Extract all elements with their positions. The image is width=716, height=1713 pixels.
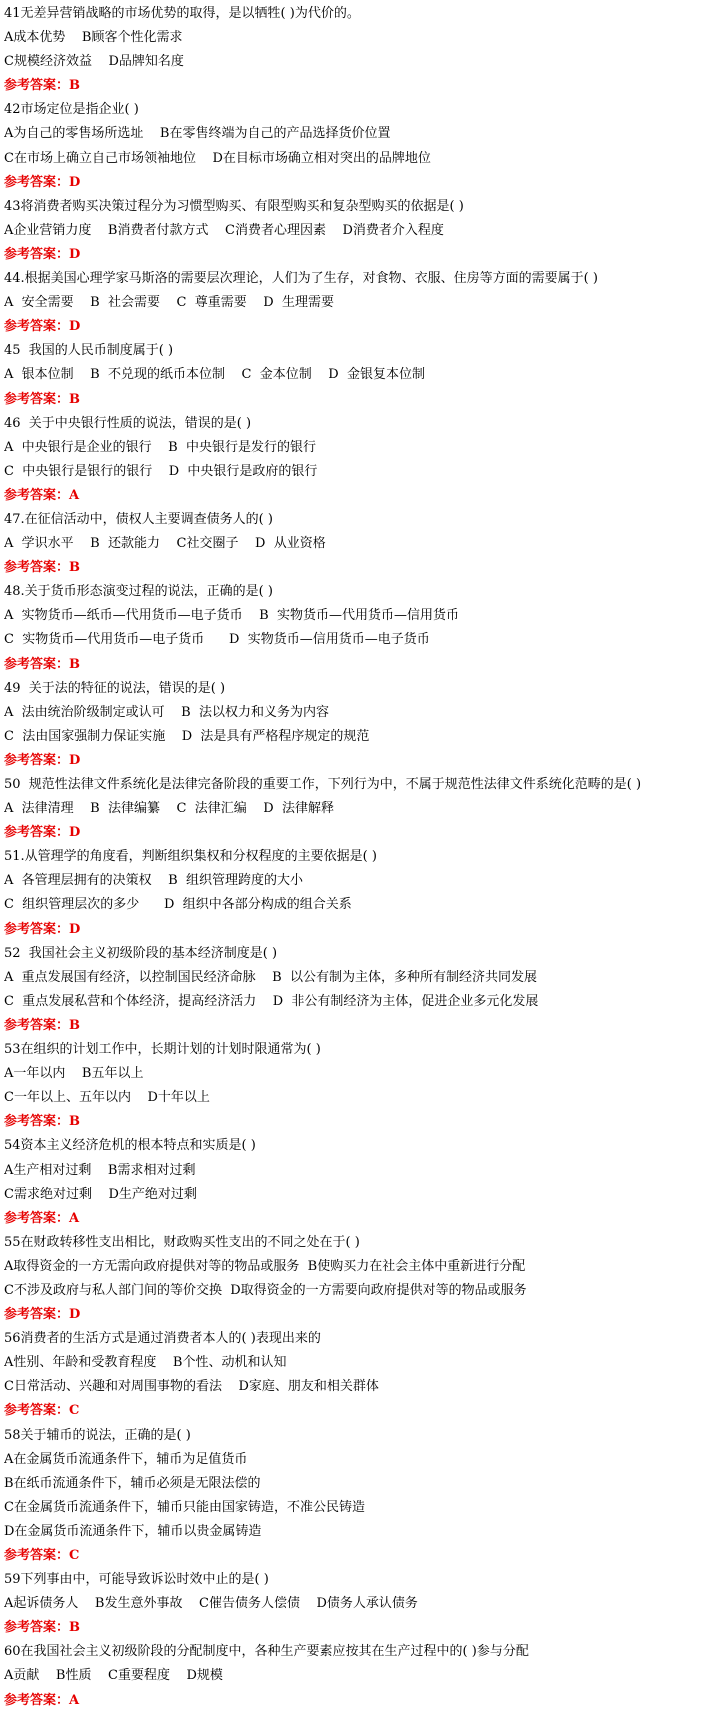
answer-line: 参考答案：B [4, 78, 80, 94]
answer-line: 参考答案：B [4, 1017, 80, 1033]
answer-line: 参考答案：A [4, 487, 80, 503]
question-line: A 重点发展国有经济，以控制国民经济命脉 B 以公有制为主体，多种所有制经济共同发展 [4, 969, 538, 985]
question-line: C需求绝对过剩 D生产绝对过剩 [4, 1186, 197, 1202]
question-line: C 实物货币—代用货币—电子货币 D 实物货币—信用货币—电子货币 [4, 632, 430, 648]
question-line: C一年以上、五年以内 D十年以上 [4, 1090, 210, 1106]
answer-line: 参考答案：D [4, 1307, 81, 1323]
question-line: A 安全需要 B 社会需要 C 尊重需要 D 生理需要 [4, 295, 334, 311]
answer-line: 参考答案：D [4, 174, 81, 190]
question-line: 47.在征信活动中，债权人主要调查债务人的( ) [4, 511, 273, 527]
question-line: D在金属货币流通条件下，辅币以贵金属铸造 [4, 1523, 262, 1539]
question-line: 60在我国社会主义初级阶段的分配制度中，各种生产要素应按其在生产过程中的( )参与分配 [4, 1644, 529, 1660]
question-line: 55在财政转移性支出相比，财政购买性支出的不同之处在于( ) [4, 1234, 360, 1250]
question-line: A成本优势 B顾客个性化需求 [4, 30, 183, 46]
question-line: 54资本主义经济危机的根本特点和实质是( ) [4, 1138, 256, 1154]
question-line: C日常活动、兴趣和对周围事物的看法 D家庭、朋友和相关群体 [4, 1379, 379, 1395]
question-line: 52 我国社会主义初级阶段的基本经济制度是( ) [4, 945, 278, 961]
answer-line: 参考答案：D [4, 752, 81, 768]
answer-line: 参考答案：B [4, 391, 80, 407]
question-line: A一年以内 B五年以上 [4, 1066, 144, 1082]
question-line: A性别、年龄和受教育程度 B个性、动机和认知 [4, 1355, 287, 1371]
question-line: 56消费者的生活方式是通过消费者本人的( )表现出来的 [4, 1331, 321, 1347]
question-line: 59下列事由中，可能导致诉讼时效中止的是( ) [4, 1572, 269, 1588]
answer-line: 参考答案：A [4, 1210, 80, 1226]
question-line: C 重点发展私营和个体经济，提高经济活力 D 非公有制经济为主体，促进企业多元化发展 [4, 993, 539, 1009]
question-line: A企业营销力度 B消费者付款方式 C消费者心理因素 D消费者介入程度 [4, 222, 444, 238]
question-line: A 学识水平 B 还款能力 C社交圈子 D 从业资格 [4, 536, 326, 552]
answer-line: 参考答案：D [4, 921, 81, 937]
question-line: A在金属货币流通条件下，辅币为足值货币 [4, 1451, 248, 1467]
answer-line: 参考答案：C [4, 1548, 80, 1563]
answer-line: 参考答案：A [4, 1692, 80, 1708]
question-line: B在纸币流通条件下，辅币必须是无限法偿的 [4, 1475, 261, 1491]
question-line: 53在组织的计划工作中，长期计划的计划时限通常为( ) [4, 1042, 321, 1058]
question-line: A为自己的零售场所选址 B在零售终端为自己的产品选择货价位置 [4, 126, 391, 142]
question-line: 44.根据美国心理学家马斯洛的需要层次理论，人们为了生存，对食物、衣服、住房等方面的需要属于( ) [4, 271, 598, 287]
question-line: 43将消费者购买决策过程分为习惯型购买、有限型购买和复杂型购买的依据是( ) [4, 198, 464, 214]
question-line: A 各管理层拥有的决策权 B 组织管理跨度的大小 [4, 873, 304, 889]
question-line: 41无差异营销战略的市场优势的取得，是以牺牲( )为代价的。 [4, 6, 360, 21]
question-line: C在市场上确立自己市场领袖地位 D在目标市场确立相对突出的品牌地位 [4, 150, 431, 166]
question-line: A起诉债务人 B发生意外事故 C催告债务人偿债 D债务人承认债务 [4, 1596, 418, 1612]
question-line: A生产相对过剩 B需求相对过剩 [4, 1162, 196, 1178]
question-line: C 组织管理层次的多少 D 组织中各部分构成的组合关系 [4, 897, 352, 913]
question-line: A 实物货币—纸币—代用货币—电子货币 B 实物货币—代用货币—信用货币 [4, 608, 460, 624]
answer-line: 参考答案：B [4, 560, 80, 576]
question-line: 48.关于货币形态演变过程的说法，正确的是( ) [4, 584, 273, 600]
question-line: C不涉及政府与私人部门间的等价交换 D取得资金的一方需要向政府提供对等的物品或服务 [4, 1282, 527, 1298]
question-line: C规模经济效益 D品牌知名度 [4, 54, 184, 70]
question-line: A贡献 B性质 C重要程度 D规模 [4, 1668, 223, 1684]
question-line: C 中央银行是银行的银行 D 中央银行是政府的银行 [4, 463, 318, 479]
question-line: A 法律清理 B 法律编纂 C 法律汇编 D 法律解释 [4, 801, 334, 817]
question-line: 58关于辅币的说法，正确的是( ) [4, 1427, 191, 1443]
question-line: 45 我国的人民币制度属于( ) [4, 343, 174, 359]
question-line: A 中央银行是企业的银行 B 中央银行是发行的银行 [4, 439, 317, 455]
question-line: 42市场定位是指企业( ) [4, 102, 139, 118]
answer-line: 参考答案：D [4, 246, 81, 262]
answer-line: 参考答案：B [4, 656, 80, 672]
answer-line: 参考答案：D [4, 319, 81, 335]
question-line: C 法由国家强制力保证实施 D 法是具有严格程序规定的规范 [4, 728, 370, 744]
question-line: A取得资金的一方无需向政府提供对等的物品或服务 B使购买力在社会主体中重新进行分配 [4, 1258, 526, 1274]
question-line: A 银本位制 B 不兑现的纸币本位制 C 金本位制 D 金银复本位制 [4, 367, 425, 383]
answer-line: 参考答案：D [4, 825, 81, 841]
answer-line: 参考答案：B [4, 1620, 80, 1636]
question-line: A 法由统治阶级制定或认可 B 法以权力和义务为内容 [4, 704, 330, 720]
question-line: 50 规范性法律文件系统化是法律完备阶段的重要工作，下列行为中，不属于规范性法律文件系统化范畴的是( ) [4, 777, 642, 792]
question-line: 51.从管理学的角度看，判断组织集权和分权程度的主要依据是( ) [4, 849, 377, 865]
answer-line: 参考答案：C [4, 1403, 80, 1419]
answer-line: 参考答案：B [4, 1114, 80, 1130]
question-line: 46 关于中央银行性质的说法，错误的是( ) [4, 415, 252, 431]
question-line: C在金属货币流通条件下，辅币只能由国家铸造，不准公民铸造 [4, 1499, 365, 1515]
question-line: 49 关于法的特征的说法，错误的是( ) [4, 680, 226, 696]
